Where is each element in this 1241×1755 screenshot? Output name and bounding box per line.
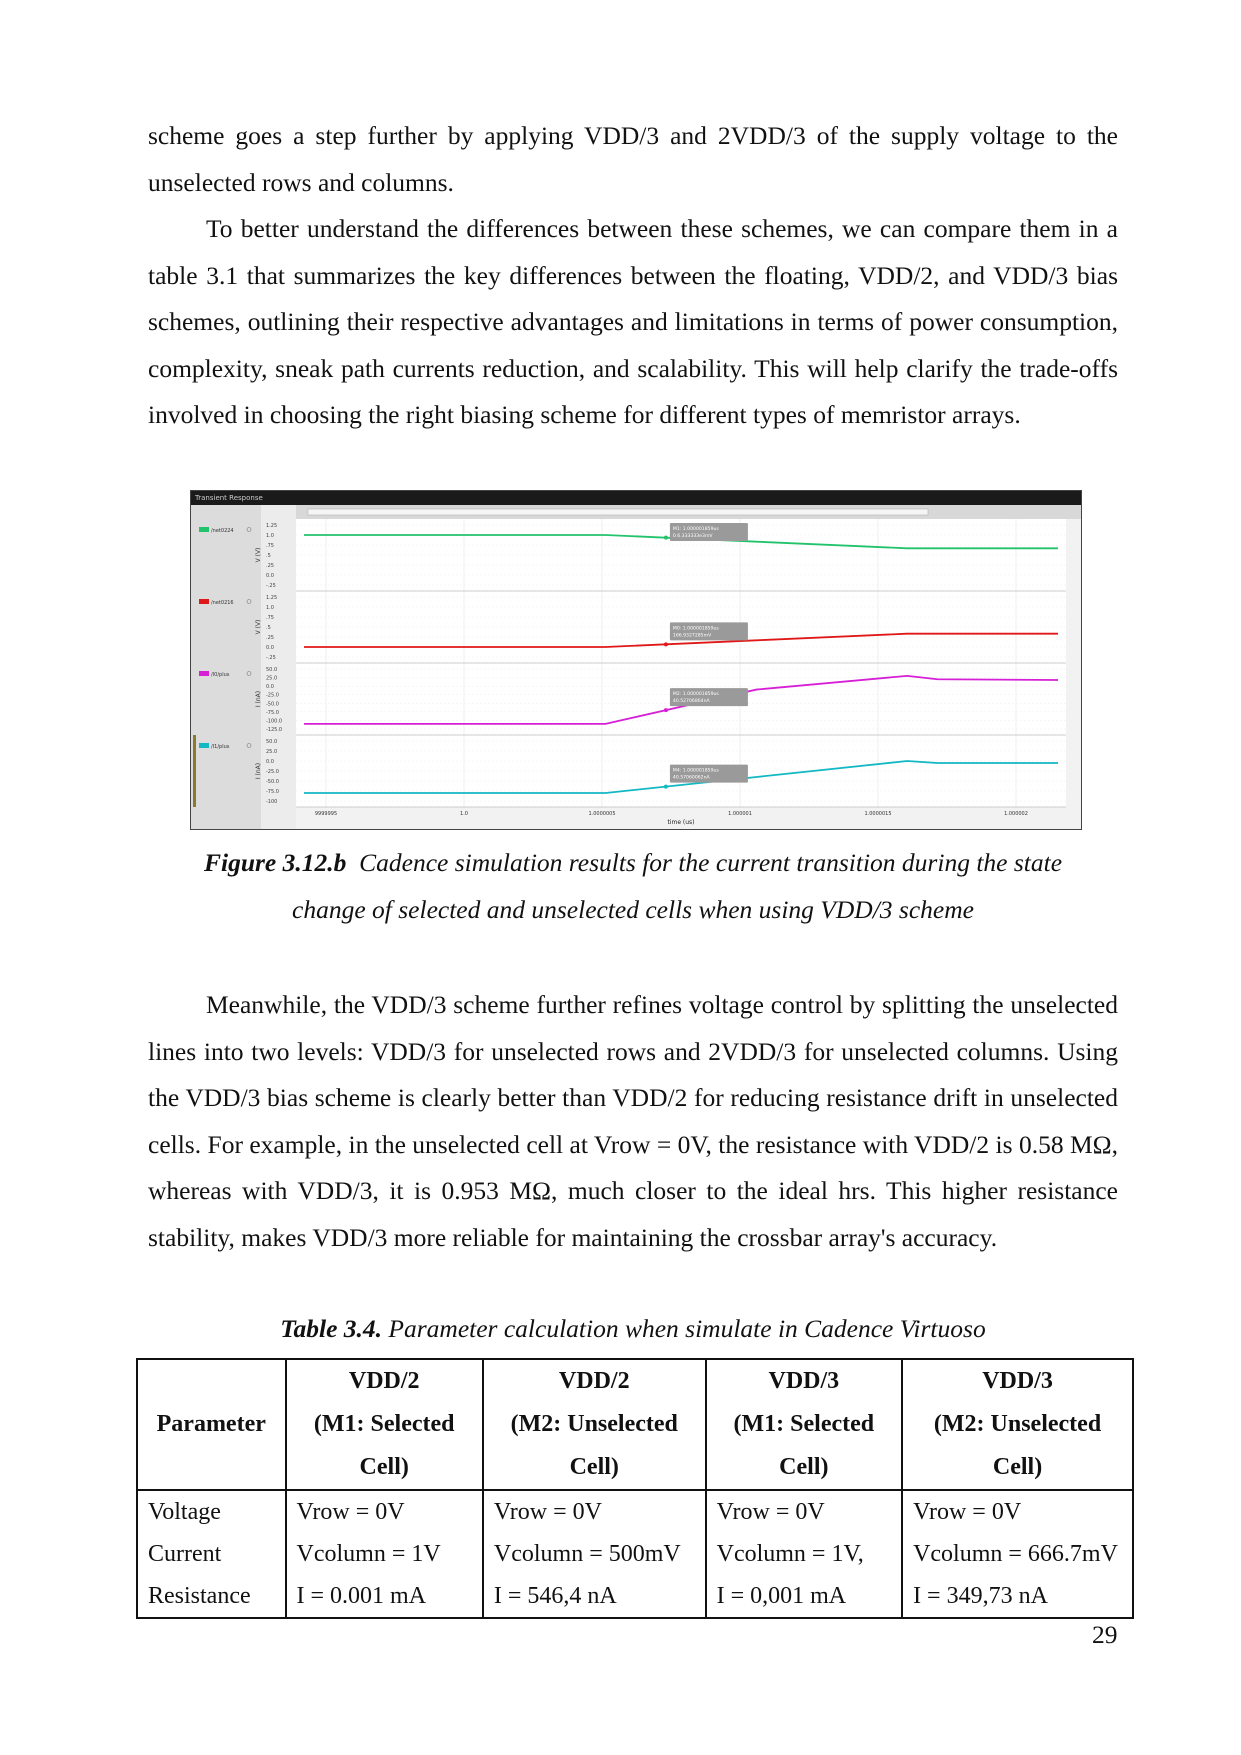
paragraph-1: scheme goes a step further by applying VDD/3 and 2VDD/3 of the supply voltage to the unselected rows and columns.	[148, 121, 1118, 197]
row-label-voltage: Voltage	[148, 1499, 221, 1525]
page-number: 29	[1092, 1620, 1118, 1649]
marker-label: M1: 1.000001859us	[672, 527, 719, 532]
cell-vdd2-m2: Vrow = 0V Vcolumn = 500mV I = 546,4 nA	[483, 1490, 706, 1618]
y-tick-label: 0.0	[266, 573, 274, 579]
row-labels-cell	[137, 1490, 286, 1618]
marker-label: M2: 1.000001859us	[672, 692, 719, 698]
signal-name: /net0216	[211, 600, 234, 606]
table-caption	[148, 1306, 1118, 1353]
y-tick-label: -.25	[266, 583, 276, 589]
marker-value: 166.9327285mV	[672, 633, 712, 639]
marker-point	[664, 536, 668, 540]
figure-caption-line1: Cadence simulation results for the current transition during the state	[359, 848, 1063, 877]
y-tick-label: -125.0	[266, 727, 283, 733]
y-tick-label: -50.0	[266, 701, 279, 708]
y-tick-label: .5	[266, 625, 271, 631]
y-axis-label: I (nA)	[255, 690, 262, 708]
y-tick-label: .5	[266, 553, 271, 559]
y-tick-label: 0.0	[266, 645, 274, 651]
row-label-resistance: Resistance	[148, 1583, 251, 1609]
selection-bar	[193, 735, 196, 807]
signal-name: /I1/plus	[211, 744, 230, 750]
y-tick-label: -100	[266, 799, 278, 805]
y-tick-label: .75	[266, 543, 274, 549]
y-tick-label: -25.0	[266, 692, 279, 699]
marker-point	[664, 708, 668, 712]
parameter-table	[136, 1358, 1134, 1619]
signal-name: /net0224	[211, 528, 234, 534]
figure-label: Figure 3.12.b	[203, 848, 347, 877]
header-vdd2-m1: VDD/2 (M1: Selected Cell)	[286, 1359, 483, 1490]
marker-value: 40.52706864nA	[672, 699, 710, 705]
signal-swatch	[199, 671, 209, 676]
cell-vdd2-m1: Vrow = 0V Vcolumn = 1V I = 0.001 mA	[286, 1490, 483, 1618]
paragraph-2: To better understand the differences between these schemes, we can compare them in a table 3.1 that summarizes the key differences between the floating, VDD/2, and VDD/3 bias schemes, outlining their respective advantages and limitations in terms of power consumption, complexity, sneak path currents reduction, and scalability. This will help clarify the trade-offs involved in choosing the right biasing scheme for different types of memristor arrays.	[148, 214, 1118, 429]
header-vdd3-m2: VDD/3 (M2: Unselected Cell)	[902, 1359, 1133, 1490]
header-parameter: Parameter	[137, 1359, 286, 1490]
y-tick-label: -25.0	[266, 769, 279, 775]
signal-swatch	[199, 527, 209, 532]
marker-value: 0.6.333333e3mV	[672, 534, 713, 539]
marker-label: M0: 1.000001859us	[672, 626, 719, 632]
window-title: Transient Response	[191, 491, 1081, 505]
table-caption-text: Parameter calculation when simulate in Cadence Virtuoso	[388, 1314, 986, 1343]
y-tick-label: 50.0	[266, 667, 278, 673]
cell-vdd3-m1: Vrow = 0V Vcolumn = 1V, I = 0,001 mA	[706, 1490, 902, 1618]
x-tick-label: 1.0000015	[864, 811, 892, 817]
signal-name: /I0/plus	[211, 672, 230, 678]
header-vdd2-m2: VDD/2 (M2: Unselected Cell)	[483, 1359, 706, 1490]
y-tick-label: .75	[266, 615, 274, 621]
y-tick-label: .25	[266, 563, 274, 569]
x-tick-label: 1.000002	[1004, 811, 1028, 817]
x-axis-label: time (us)	[667, 819, 695, 826]
row-label-current: Current	[148, 1541, 222, 1567]
x-tick-label: 1.0000005	[588, 811, 616, 817]
signal-list-panel	[191, 505, 261, 829]
x-tick-label: 1.0	[460, 811, 468, 817]
x-tick-label: 1.000001	[728, 811, 752, 817]
y-tick-label: 1.25	[266, 523, 278, 529]
y-axis-label: V (V)	[255, 547, 262, 563]
y-tick-label: 25.0	[266, 749, 278, 755]
figure-caption	[148, 840, 1118, 933]
y-tick-label: -75.0	[266, 789, 279, 795]
table-header-row	[137, 1359, 1133, 1490]
signal-swatch	[199, 743, 209, 748]
scrollbar-thumb	[308, 509, 928, 515]
y-tick-label: 50.0	[266, 739, 278, 745]
y-tick-label: 1.25	[266, 595, 278, 601]
y-tick-label: 1.0	[266, 605, 274, 611]
y-tick-label: -.25	[266, 655, 276, 661]
y-tick-label: 0.0	[266, 684, 274, 691]
paragraph-3: Meanwhile, the VDD/3 scheme further refines voltage control by splitting the unselected lines into two levels: VDD/3 for unselected rows and 2VDD/3 for unselected columns. Using the VDD/3 bias scheme is clearly better than VDD/2 for reducing resistance drift in unselected cells. For example, in the unselected cell at Vrow = 0V, the resistance with VDD/2 is 0.58 MΩ, whereas with VDD/3, it is 0.953 MΩ, much closer to the ideal hrs. This higher resistance stability, makes VDD/3 more reliable for maintaining the crossbar array's accuracy.	[148, 990, 1118, 1252]
marker-point	[664, 785, 668, 789]
header-vdd3-m1: VDD/3 (M1: Selected Cell)	[706, 1359, 902, 1490]
y-axis-label: V (V)	[255, 619, 262, 635]
marker-value: 40.57060062nA	[672, 775, 710, 781]
waveform-chart	[191, 491, 1081, 829]
table-row	[137, 1490, 1133, 1618]
signal-swatch	[199, 599, 209, 604]
y-tick-label: 1.0	[266, 533, 274, 539]
figure-caption-line2: change of selected and unselected cells when using VDD/3 scheme	[292, 894, 974, 924]
cell-vdd3-m2: Vrow = 0V Vcolumn = 666.7mV I = 349,73 nA	[902, 1490, 1133, 1618]
y-tick-label: -100.0	[266, 718, 283, 725]
y-tick-label: -75.0	[266, 709, 279, 716]
x-tick-label: 9999995	[314, 811, 338, 817]
marker-label: M4: 1.000001859us	[672, 768, 719, 774]
table-label: Table 3.4.	[280, 1314, 383, 1343]
marker-point	[664, 642, 668, 646]
y-axis-label: I (nA)	[255, 762, 262, 780]
y-tick-label: -50.0	[266, 779, 279, 785]
y-tick-label: .25	[266, 635, 274, 641]
y-tick-label: 25.0	[266, 675, 278, 682]
figure-3-12-b	[190, 490, 1082, 830]
y-tick-label: 0.0	[266, 759, 274, 765]
